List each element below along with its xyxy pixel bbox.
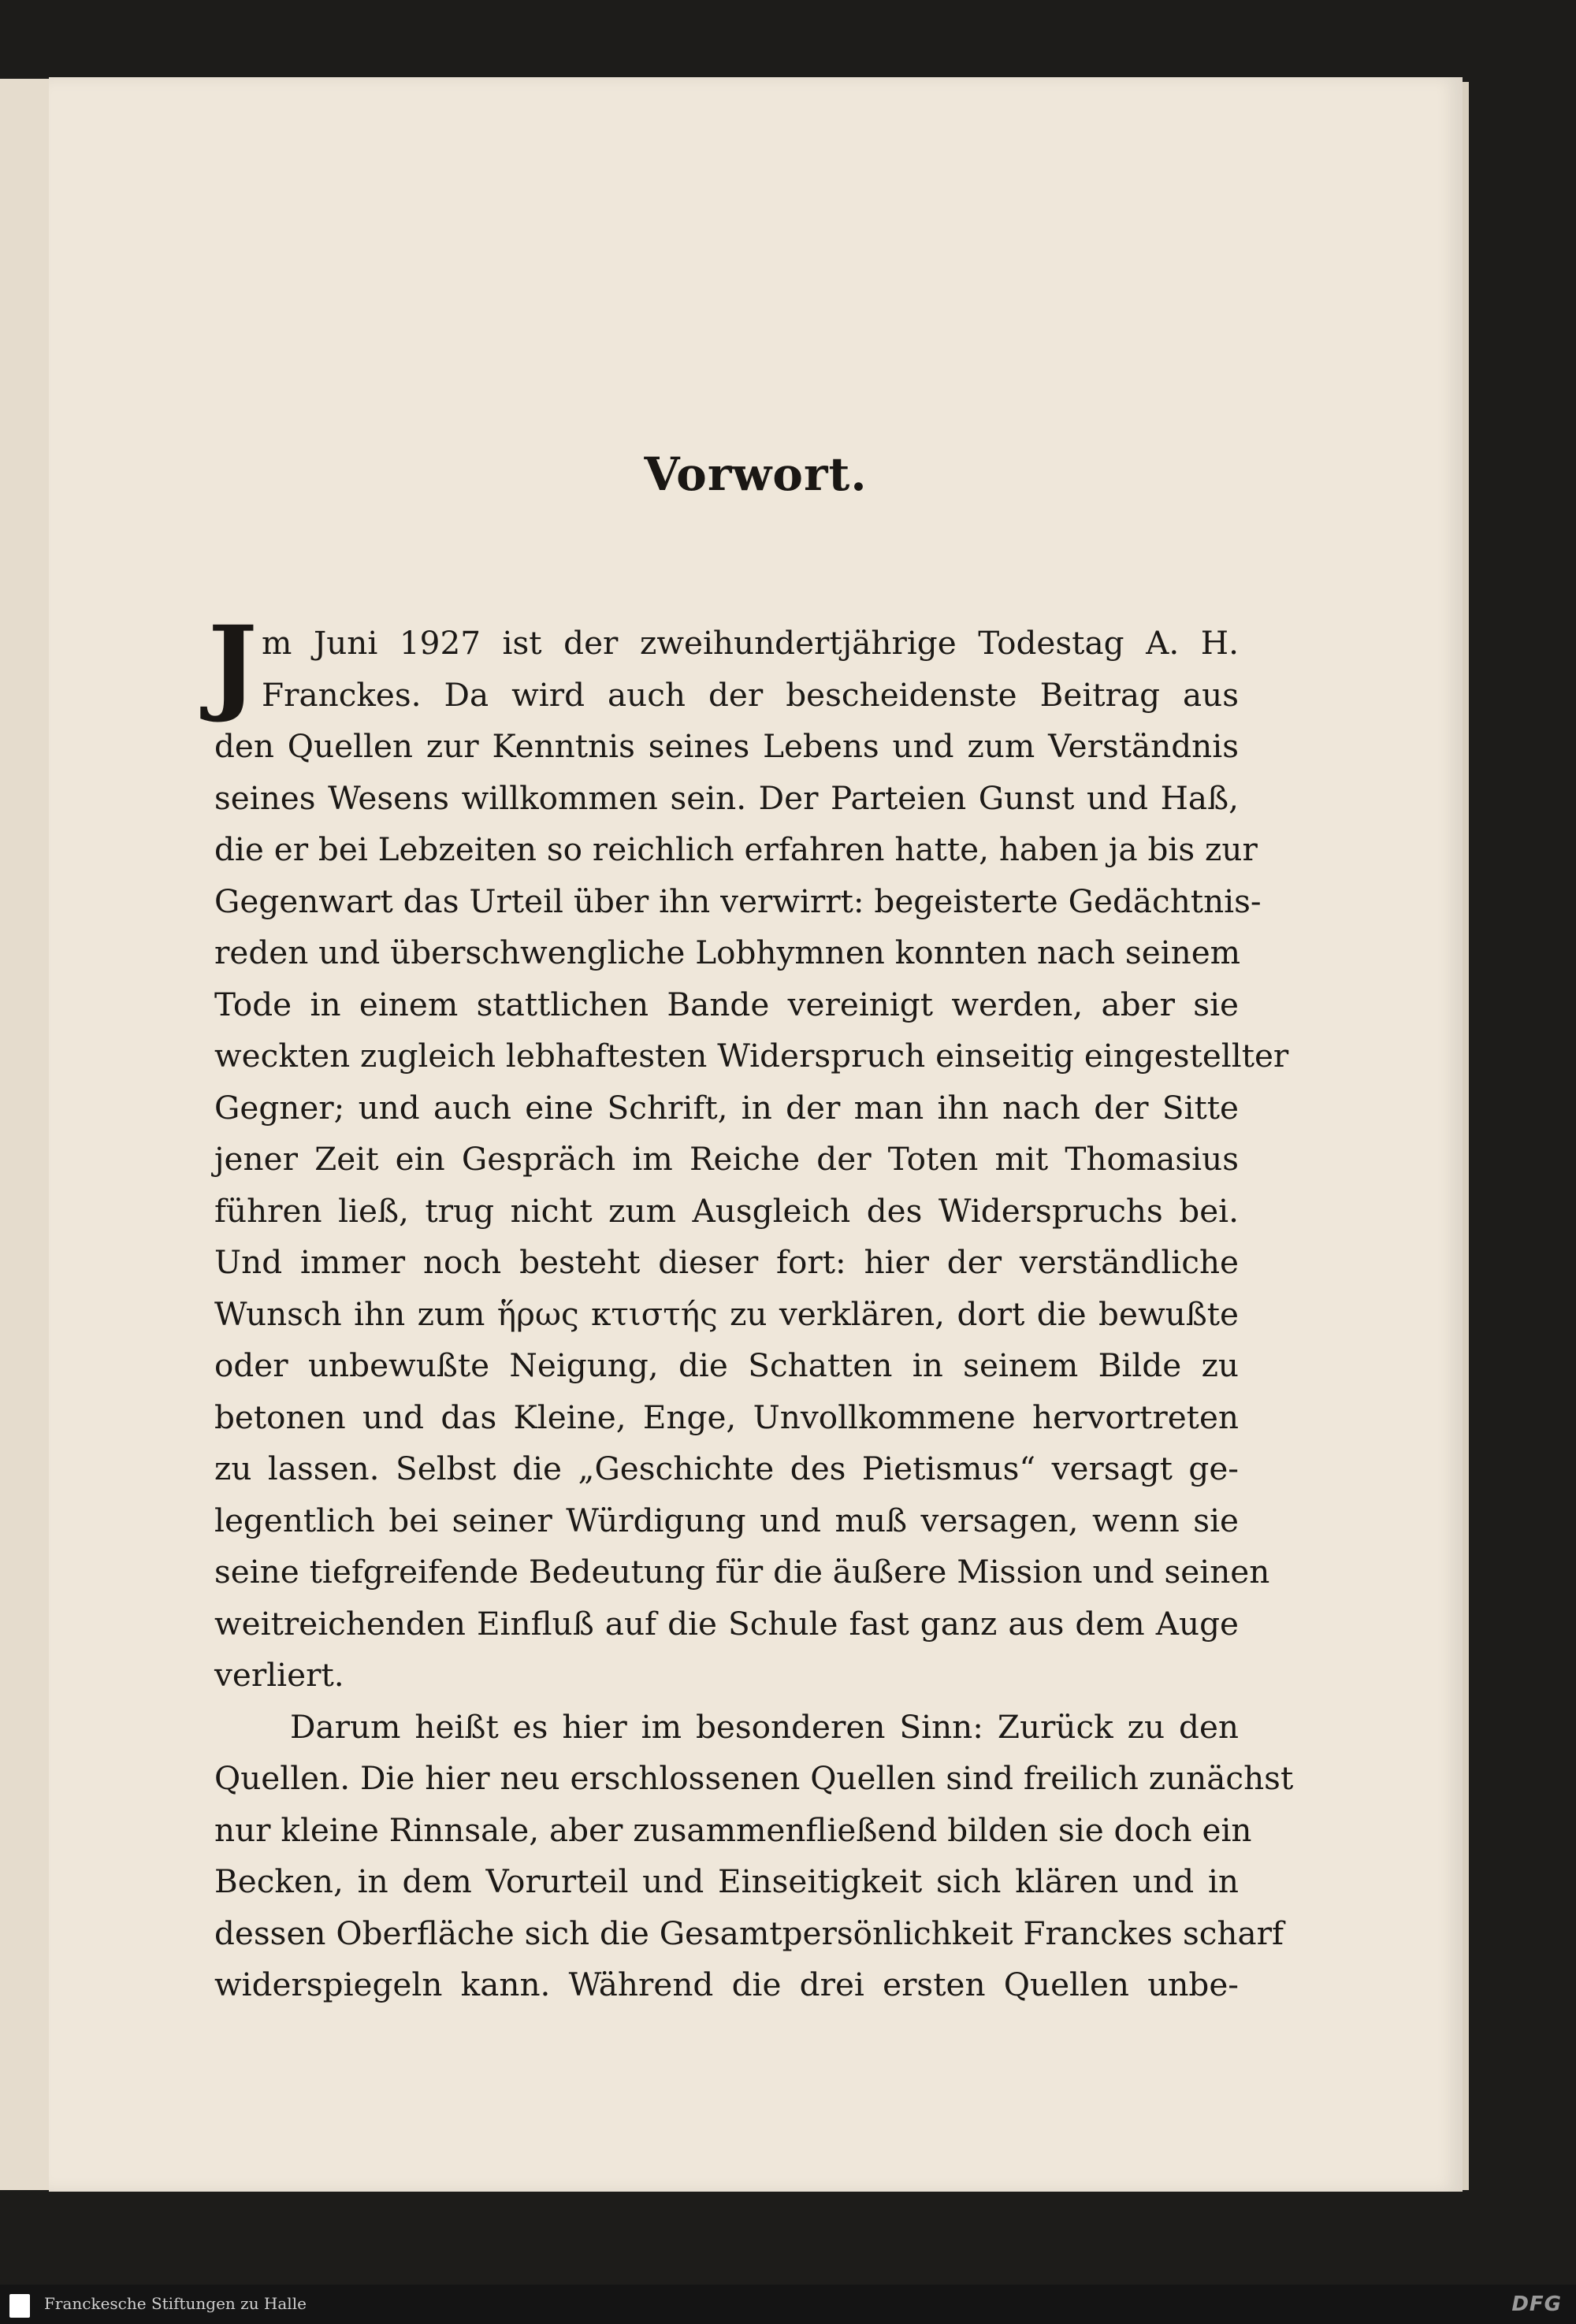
footer-bar: [0, 2285, 1576, 2324]
text-line: Und immer noch besteht dieser fort: hier der verständliche: [214, 1243, 1239, 1281]
text-line: zu lassen. Selbst die „Geschichte des Pietismus“ versagt ge-: [214, 1450, 1239, 1487]
text-line: die er bei Lebzeiten so reichlich erfahren hatte, haben ja bis zur: [214, 830, 1258, 868]
body-text: [208, 603, 1294, 2011]
text-line: weitreichenden Einfluß auf die Schule fast ganz aus dem Auge: [214, 1604, 1239, 1643]
text-line: widerspiegeln kann. Während die drei ersten Quellen unbe-: [214, 1966, 1239, 2003]
text-line: reden und überschwengliche Lobhymnen konnten nach seinem: [214, 934, 1241, 971]
dfg-logo: DFG: [1511, 2292, 1562, 2316]
text-line: weckten zugleich lebhaftesten Widerspruch einseitig eingestellter: [214, 1037, 1289, 1075]
text-line: führen ließ, trug nicht zum Ausgleich des Widerspruchs bei.: [214, 1191, 1239, 1230]
text-line: dessen Oberfläche sich die Gesamtpersönlichkeit Franckes scharf: [214, 1914, 1284, 1952]
drop-cap: J: [208, 603, 258, 726]
text-line: verliert.: [214, 1656, 344, 1694]
text-line: Tode in einem stattlichen Bande vereinigt werden, aber sie: [214, 985, 1239, 1023]
facing-page-edge: [0, 79, 51, 2190]
page-edge: [1463, 82, 1469, 2190]
text-line: Franckes. Da wird auch der bescheidenste Beitrag aus: [262, 675, 1239, 714]
text-line: jener Zeit ein Gespräch im Reiche der Toten mit Thomasius: [214, 1140, 1239, 1178]
text-line: seines Wesens willkommen sein. Der Parteien Gunst und Haß,: [214, 778, 1239, 817]
text-line: Becken, in dem Vorurteil und Einseitigkeit sich klären und in: [214, 1862, 1239, 1900]
text-line: Gegner; und auch eine Schrift, in der man ihn nach der Sitte: [214, 1088, 1239, 1127]
institution-logo-icon: [9, 2294, 30, 2318]
line-text: m Juni 1927 ist der zweihundertjährige Todestag A. H.: [262, 624, 1239, 662]
text-line: nur kleine Rinnsale, aber zusammenfließend bilden sie doch ein: [214, 1810, 1252, 1849]
institution-name: Franckesche Stiftungen zu Halle: [44, 2294, 307, 2313]
book-page: [49, 77, 1463, 2192]
text-line: Wunsch ihn zum ἥρως κτιστής zu verklären, dort die bewußte: [214, 1294, 1239, 1333]
text-line: betonen und das Kleine, Enge, Unvollkommene hervortreten: [214, 1398, 1239, 1436]
text-line: den Quellen zur Kenntnis seines Lebens und zum Verständnis: [214, 727, 1239, 765]
text-line: Gegenwart das Urteil über ihn verwirrt: begeisterte Gedächtnis-: [214, 882, 1262, 920]
text-line: oder unbewußte Neigung, die Schatten in seinem Bilde zu: [214, 1346, 1239, 1384]
text-line: Darum heißt es hier im besonderen Sinn: Zurück zu den: [290, 1707, 1239, 1746]
page-title: Vorwort.: [644, 447, 868, 501]
text-line: legentlich bei seiner Würdigung und muß versagen, wenn sie: [214, 1501, 1239, 1539]
text-line: Quellen. Die hier neu erschlossenen Quellen sind freilich zunächst: [214, 1759, 1294, 1797]
text-line: seine tiefgreifende Bedeutung für die äußere Mission und seinen: [214, 1553, 1270, 1591]
